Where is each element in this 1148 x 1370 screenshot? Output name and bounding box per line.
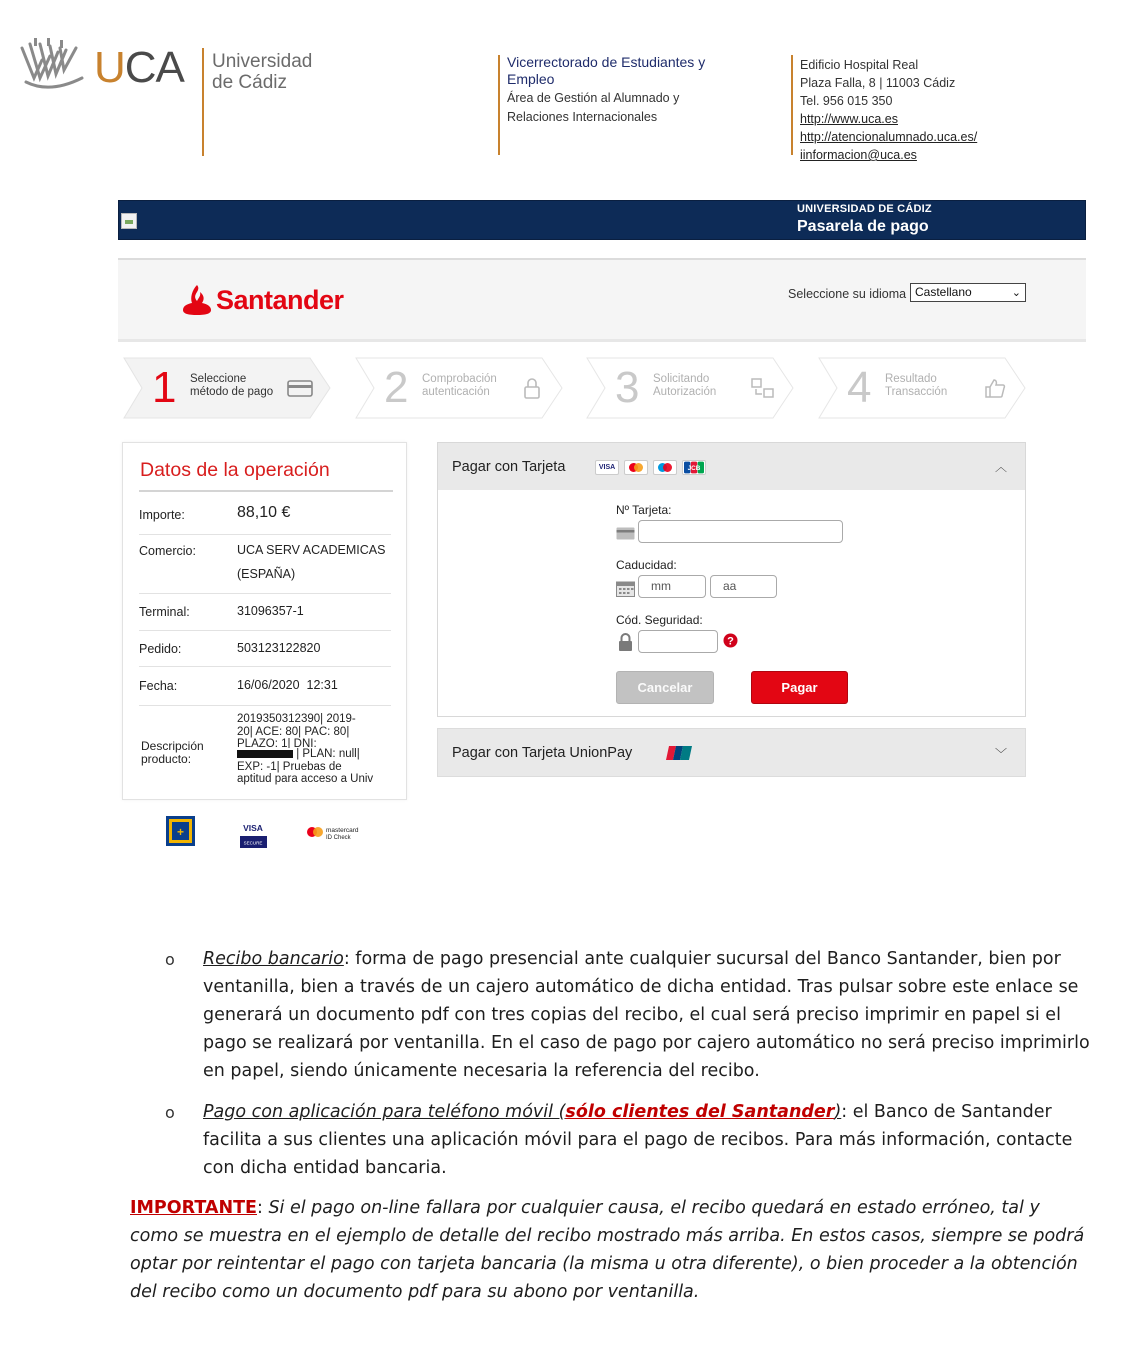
paragraph-importante: IMPORTANTE: Si el pago on-line fallara por cualquier causa, el recibo quedará en estado erróneo, tal y como se muestra en el ejemplo de detalle del recibo mostrado más arriba. En estos casos, siempre se podrá optar por reintentar el pago con tarjeta bancaria (la misma u otra diferente), o bien proceder a la obtención del recibo como un documento pdf para su abono por ventanilla. <box>130 1198 1085 1302</box>
card-icon <box>616 527 635 540</box>
row-comercio: Comercio: UCA SERV ACADEMICAS (ESPAÑA) <box>139 535 391 594</box>
vicerrectorado-block <box>507 54 777 126</box>
unionpay-icon <box>666 745 693 761</box>
svg-text:+: + <box>176 825 185 839</box>
contact-email-link[interactable]: iinformacion@uca.es <box>800 148 917 162</box>
operation-title: Datos de la operación <box>140 459 330 481</box>
uca-wordmark: CA <box>124 43 184 92</box>
gateway-header <box>118 200 1086 240</box>
operation-details <box>122 442 407 800</box>
bullet: o <box>165 1103 175 1122</box>
description-value: 2019350312390| 2019- 20| ACE: 80| PAC: 80| PLAZO: 1| DNI: | PLAN: null| EXP: -1| Pruebas de aptitud para acceso a Univ <box>237 713 374 785</box>
cancel-button[interactable]: Cancelar <box>616 671 714 704</box>
expiry-year-input[interactable]: aa <box>710 575 777 598</box>
cvv-input[interactable] <box>638 630 718 653</box>
cvv-label: Cód. Seguridad: <box>616 613 703 627</box>
servired-logo <box>166 816 195 846</box>
language-value: Castellano <box>915 285 972 299</box>
important-label: IMPORTANTE <box>130 1198 257 1218</box>
vice-line1: Vicerrectorado de Estudiantes y <box>507 54 706 70</box>
visa-icon: VISA <box>595 460 619 475</box>
lock-icon <box>618 633 633 652</box>
bank-name: Santander <box>216 284 344 315</box>
divider <box>498 55 500 155</box>
letterhead <box>0 0 1148 170</box>
uca-logo: UCA <box>20 38 205 98</box>
step-number: 4 <box>847 363 872 412</box>
redacted-block <box>237 750 293 758</box>
chevron-down-icon: ⌄ <box>1011 287 1021 299</box>
transfer-icon <box>750 377 776 399</box>
svg-text:SECURE: SECURE <box>243 840 263 846</box>
card-brands <box>595 460 706 475</box>
row-importe: Importe: 88,10 € <box>139 495 391 535</box>
pay-button[interactable]: Pagar <box>751 671 848 704</box>
language-label: Seleccione su idioma <box>788 287 907 301</box>
vice-line3: Área de Gestión al Alumnado y <box>507 91 680 105</box>
title-rule <box>139 490 393 492</box>
contact-web2-link[interactable]: http://atencionalumnado.uca.es/ <box>800 130 978 144</box>
row-descripcion: Descripción producto: 2019350312390| 2019- 20| ACE: 80| PAC: 80| PLAZO: 1| DNI: | PLAN: null| EXP: -1| Pruebas de aptitud para acceso a Univ <box>139 713 395 793</box>
step-4 <box>817 357 1027 419</box>
paragraph-recibo: Recibo bancario: forma de pago presencial ante cualquier sucursal del Banco Santander, bien por ventanilla, bien a través de un cajero automático de dicha entidad. Tras pulsar sobre este enlace se generará un documento pdf con tres copias del recibo, el cual será preciso imprimir en papel si el pago se realizará por ventanilla. En el caso de pago por cajero automático no será preciso imprimirlo en papel, siendo únicamente necesaria la referencia del recibo. <box>203 949 1090 1081</box>
step-number: 3 <box>615 363 640 412</box>
bank-bar <box>118 258 1086 342</box>
step-label: Comprobación autenticación <box>422 373 497 398</box>
step-3 <box>585 357 795 419</box>
contact-block <box>800 56 977 164</box>
row-fecha: Fecha: 16/06/2020 12:31 <box>139 667 391 706</box>
unionpay-title: Pagar con Tarjeta UnionPay <box>452 745 633 761</box>
contact-phone: Tel. 956 015 350 <box>800 94 893 108</box>
contact-address: Plaza Falla, 8 | 11003 Cádiz <box>800 76 956 90</box>
chevron-up-icon[interactable]: ︿ <box>994 460 1007 474</box>
unionpay-panel[interactable] <box>437 728 1026 777</box>
expiry-month-input[interactable]: mm <box>638 575 706 598</box>
card-panel-title: Pagar con Tarjeta <box>452 459 566 475</box>
app-payment-link[interactable]: Pago con aplicación para teléfono móvil ( <box>203 1102 566 1122</box>
jcb-icon <box>682 460 706 475</box>
divider <box>202 48 204 156</box>
step-2 <box>354 357 564 419</box>
gateway-subtitle: UNIVERSIDAD DE CÁDIZ <box>797 203 932 215</box>
santander-flame-icon <box>182 284 212 316</box>
recibo-bancario-link[interactable]: Recibo bancario <box>203 949 344 969</box>
bullet: o <box>165 950 175 969</box>
thumbs-up-icon <box>982 377 1008 399</box>
lock-icon <box>519 377 545 399</box>
security-logos <box>160 815 400 849</box>
step-label: Resultado Transacción <box>885 373 948 398</box>
svg-text:ID Check: ID Check <box>326 835 351 841</box>
divider <box>791 55 793 155</box>
paragraph-app: Pago con aplicación para teléfono móvil (sólo clientes del Santander): el Banco de Santander facilita a sus clientes una aplicación móvil para el pago de recibos. Para más información, contacte con dicha entidad bancaria. <box>203 1102 1073 1178</box>
card-payment-panel <box>437 442 1026 717</box>
university-name <box>212 51 312 93</box>
santander-logo <box>182 282 344 318</box>
vice-line2: Empleo <box>507 71 555 87</box>
calendar-icon <box>616 580 635 597</box>
row-terminal: Terminal: 31096357-1 <box>139 594 391 631</box>
visa-secure-logo <box>240 823 267 848</box>
expiry-label: Caducidad: <box>616 558 677 572</box>
card-number-label: Nº Tarjeta: <box>616 503 672 517</box>
payment-steps <box>122 357 1027 419</box>
svg-text:VISA: VISA <box>243 823 263 833</box>
amount-value: 88,10 € <box>237 504 291 521</box>
step-number: 2 <box>384 363 409 412</box>
maestro-icon <box>653 460 677 475</box>
step-number: 1 <box>152 363 177 412</box>
help-icon[interactable] <box>723 633 738 648</box>
gateway-title: Pasarela de pago <box>797 218 929 235</box>
contact-building: Edificio Hospital Real <box>800 58 919 72</box>
svg-text:JCB: JCB <box>687 465 701 473</box>
chevron-down-icon[interactable]: ﹀ <box>994 747 1007 761</box>
step-label: Seleccione método de pago <box>190 373 274 398</box>
card-number-input[interactable] <box>638 520 843 543</box>
svg-text:?: ? <box>727 635 734 648</box>
broken-image-icon <box>121 213 137 229</box>
svg-text:mastercard: mastercard <box>326 827 359 834</box>
row-pedido: Pedido: 503123122820 <box>139 631 391 667</box>
step-label: Solicitando Autorización <box>653 373 717 398</box>
mastercard-id-check-logo <box>307 827 359 841</box>
university-line1: Universidad <box>212 51 313 72</box>
vice-line4: Relaciones Internacionales <box>507 110 658 124</box>
card-panel-header[interactable] <box>438 443 1025 490</box>
mastercard-icon <box>624 460 648 475</box>
university-line2: de Cádiz <box>212 72 287 93</box>
card-icon <box>287 377 313 399</box>
language-select[interactable] <box>910 283 1026 302</box>
contact-web-link[interactable]: http://www.uca.es <box>800 112 898 126</box>
step-1 <box>122 357 332 419</box>
